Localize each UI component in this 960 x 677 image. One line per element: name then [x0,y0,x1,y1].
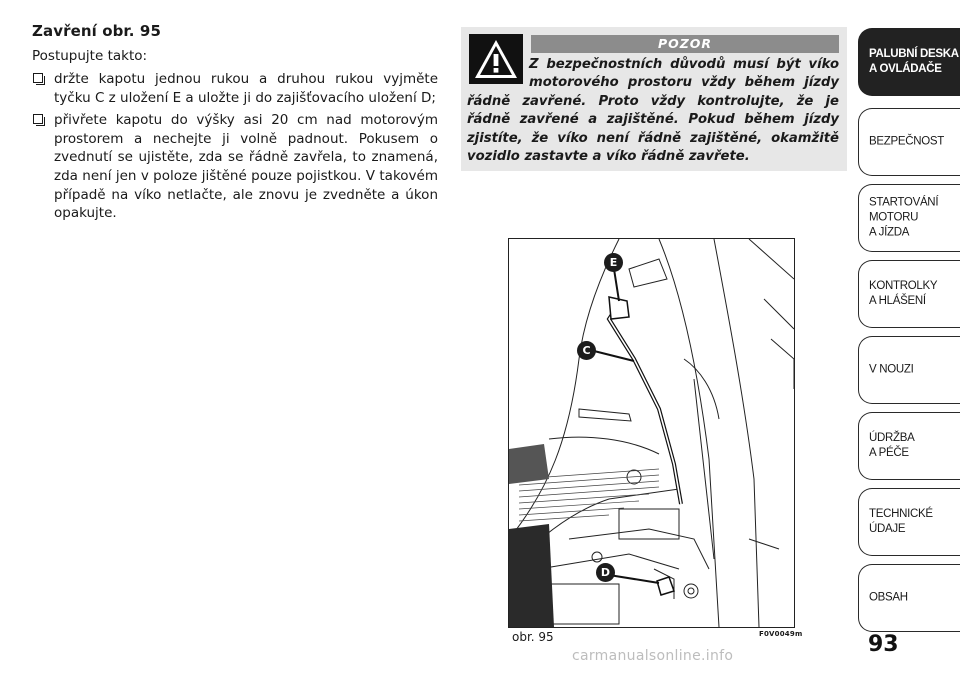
section-heading: Zavření obr. 95 [32,22,161,40]
tab-technicke-udaje[interactable]: TECHNICKÉ ÚDAJE [858,488,960,556]
tab-v-nouzi[interactable]: V NOUZI [858,336,960,404]
engine-bay-figure [508,238,795,628]
tab-bezpecnost[interactable]: BEZPEČNOST [858,108,960,176]
warning-text: Z bezpečnostních důvodů musí být víko motorového prostoru vždy během jízdy řádně zavřené. Proto vždy kontrolujte, že je řádně zavřené a zajištěné. Pokud během jízdy zjistíte, že víko není řádně zajištěné, okamžitě vozidlo zastavte a víko řádně zavřete. [467,57,839,165]
checkbox-bullet-icon [33,73,43,83]
warning-box [461,27,847,171]
tab-startovani[interactable]: STARTOVÁNÍ MOTORU A JÍZDA [858,184,960,252]
checkbox-bullet-icon [33,114,43,124]
engine-bay-illustration [509,239,794,627]
page-number: 93 [868,632,899,657]
chapter-index [858,28,960,640]
instruction-list [32,70,438,223]
list-item: přivřete kapotu do výšky asi 20 cm nad motorovým prostorem a nechejte ji volně padnout. Pokusem o zvednutí se ujistěte, zda se řádně zavřela, to znamená, zda není jen v poloze jištěné pouze pojistkou. V takovém případě na víko netlačte, ale znovu je zvedněte a úkon opakujte. [32,111,438,223]
tab-palubni-deska[interactable]: PALUBNÍ DESKA A OVLÁDAČE [858,28,960,96]
tab-kontrolky[interactable]: KONTROLKY A HLÁŠENÍ [858,260,960,328]
marker-e: E [604,253,623,272]
intro-text: Postupujte takto: [32,48,148,64]
list-item: držte kapotu jednou rukou a druhou rukou vyjměte tyčku C z uložení E a uložte ji do zajišťovacího uložení D; [32,70,438,107]
tab-obsah[interactable]: OBSAH [858,564,960,632]
warning-label: POZOR [531,35,839,53]
figure-code: F0V0049m [759,630,803,638]
tab-udrzba[interactable]: ÚDRŽBA A PÉČE [858,412,960,480]
watermark: carmanualsonline.info [572,648,734,664]
marker-d: D [596,563,615,582]
figure-caption: obr. 95 [512,630,554,644]
marker-c: C [577,341,596,360]
instructions-column [32,22,438,227]
